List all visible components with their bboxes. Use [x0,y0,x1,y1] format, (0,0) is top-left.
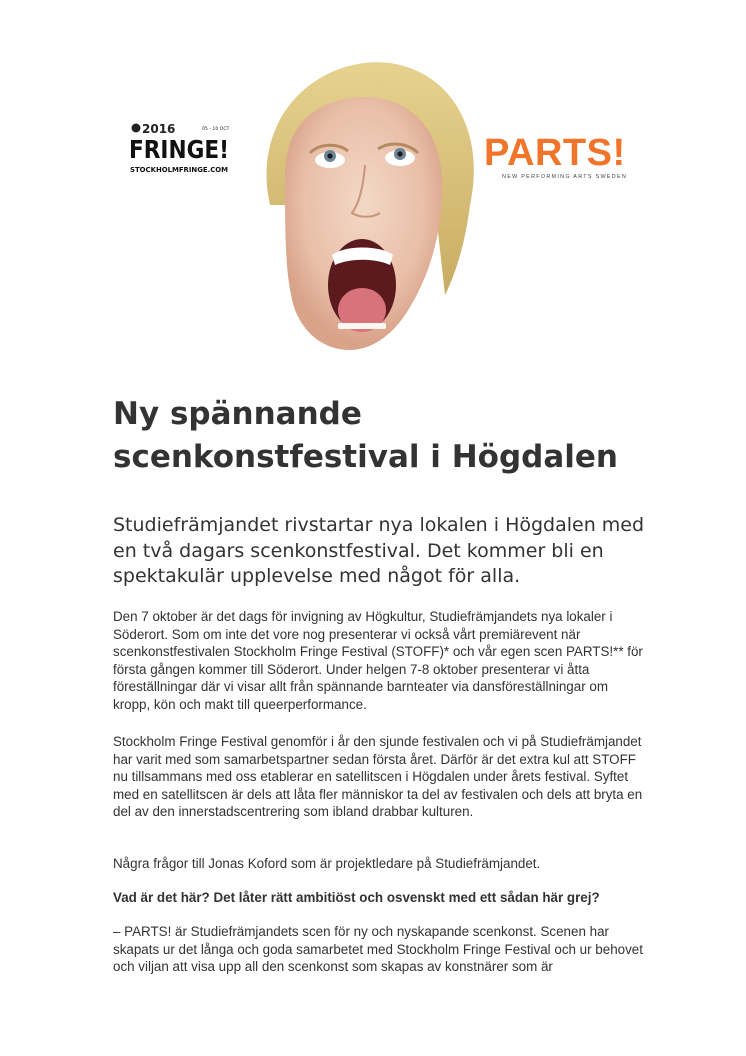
paragraph-intro-questions: Några frågor till Jonas Koford som är projektledare på Studiefrämjandet. [113,856,541,871]
paragraph-invigning: Den 7 oktober är det dags för invigning av Högkultur, Studiefrämjandets nya lokaler i Söderort. Som om inte det vore nog presenterar vi också vårt premiärevent när scenkonstfestivalen Stockholm Fringe Festival (STOFF)* och vår egen scen PARTS!** för första gången kommer till Söderort. Under helgen 7-8 oktober presenterar vi åtta föreställningar där vi visar allt från spännande barnteater via dansföreställningar om kropp, kön och makt till queerperformance. [113,609,643,712]
fringe-url: STOCKHOLMFRINGE.COM [130,166,228,174]
article-title: Ny spännande scenkonstfestival i Högdalen [113,396,618,475]
stockholm-fringe-logo [128,118,232,180]
article-lead: Studiefrämjandet rivstartar nya lokalen i Högdalen med en två dagars scenkonstfestival. Det kommer bli en spektakulär upplevelse med något för alla. [113,514,645,587]
parts-logo [484,133,634,185]
interview-question: Vad är det här? Det låter rätt ambitiöst och osvenskt med ett sådan här grej? [113,890,600,905]
hero-photo [230,55,482,350]
interview-answer: – PARTS! är Studiefrämjandets scen för ny och nyskapande scenkonst. Scenen har skapats ur det långa och goda samarbetet med Stockholm Fringe Festival och ur behovet och viljan att visa upp all den scenkonst som skapas av konstnärer som är [113,924,643,974]
fringe-dates: 05 - 10 OCT [202,127,230,132]
parts-wordmark: PARTS! [484,132,626,174]
fringe-badge-icon [132,124,141,133]
fringe-wordmark: FRINGE! [129,135,229,164]
parts-tagline: NEW PERFORMING ARTS SWEDEN [502,174,628,180]
fringe-year: 2016 [142,122,176,136]
paragraph-fringe-festival: Stockholm Fringe Festival genomför i år den sjunde festivalen och vi på Studiefrämjandet har varit med som samarbetspartner sedan första året. Därför är det extra kul att STOFF nu tillsammans med oss etablerar en satellitscen i Högdalen under årets festival. Syftet med en satellitscen är dels att låta fler människor ta del av festivalen och dels att bryta en del av den innerstadscentrering som ibland drabbar kulturen. [113,734,643,819]
